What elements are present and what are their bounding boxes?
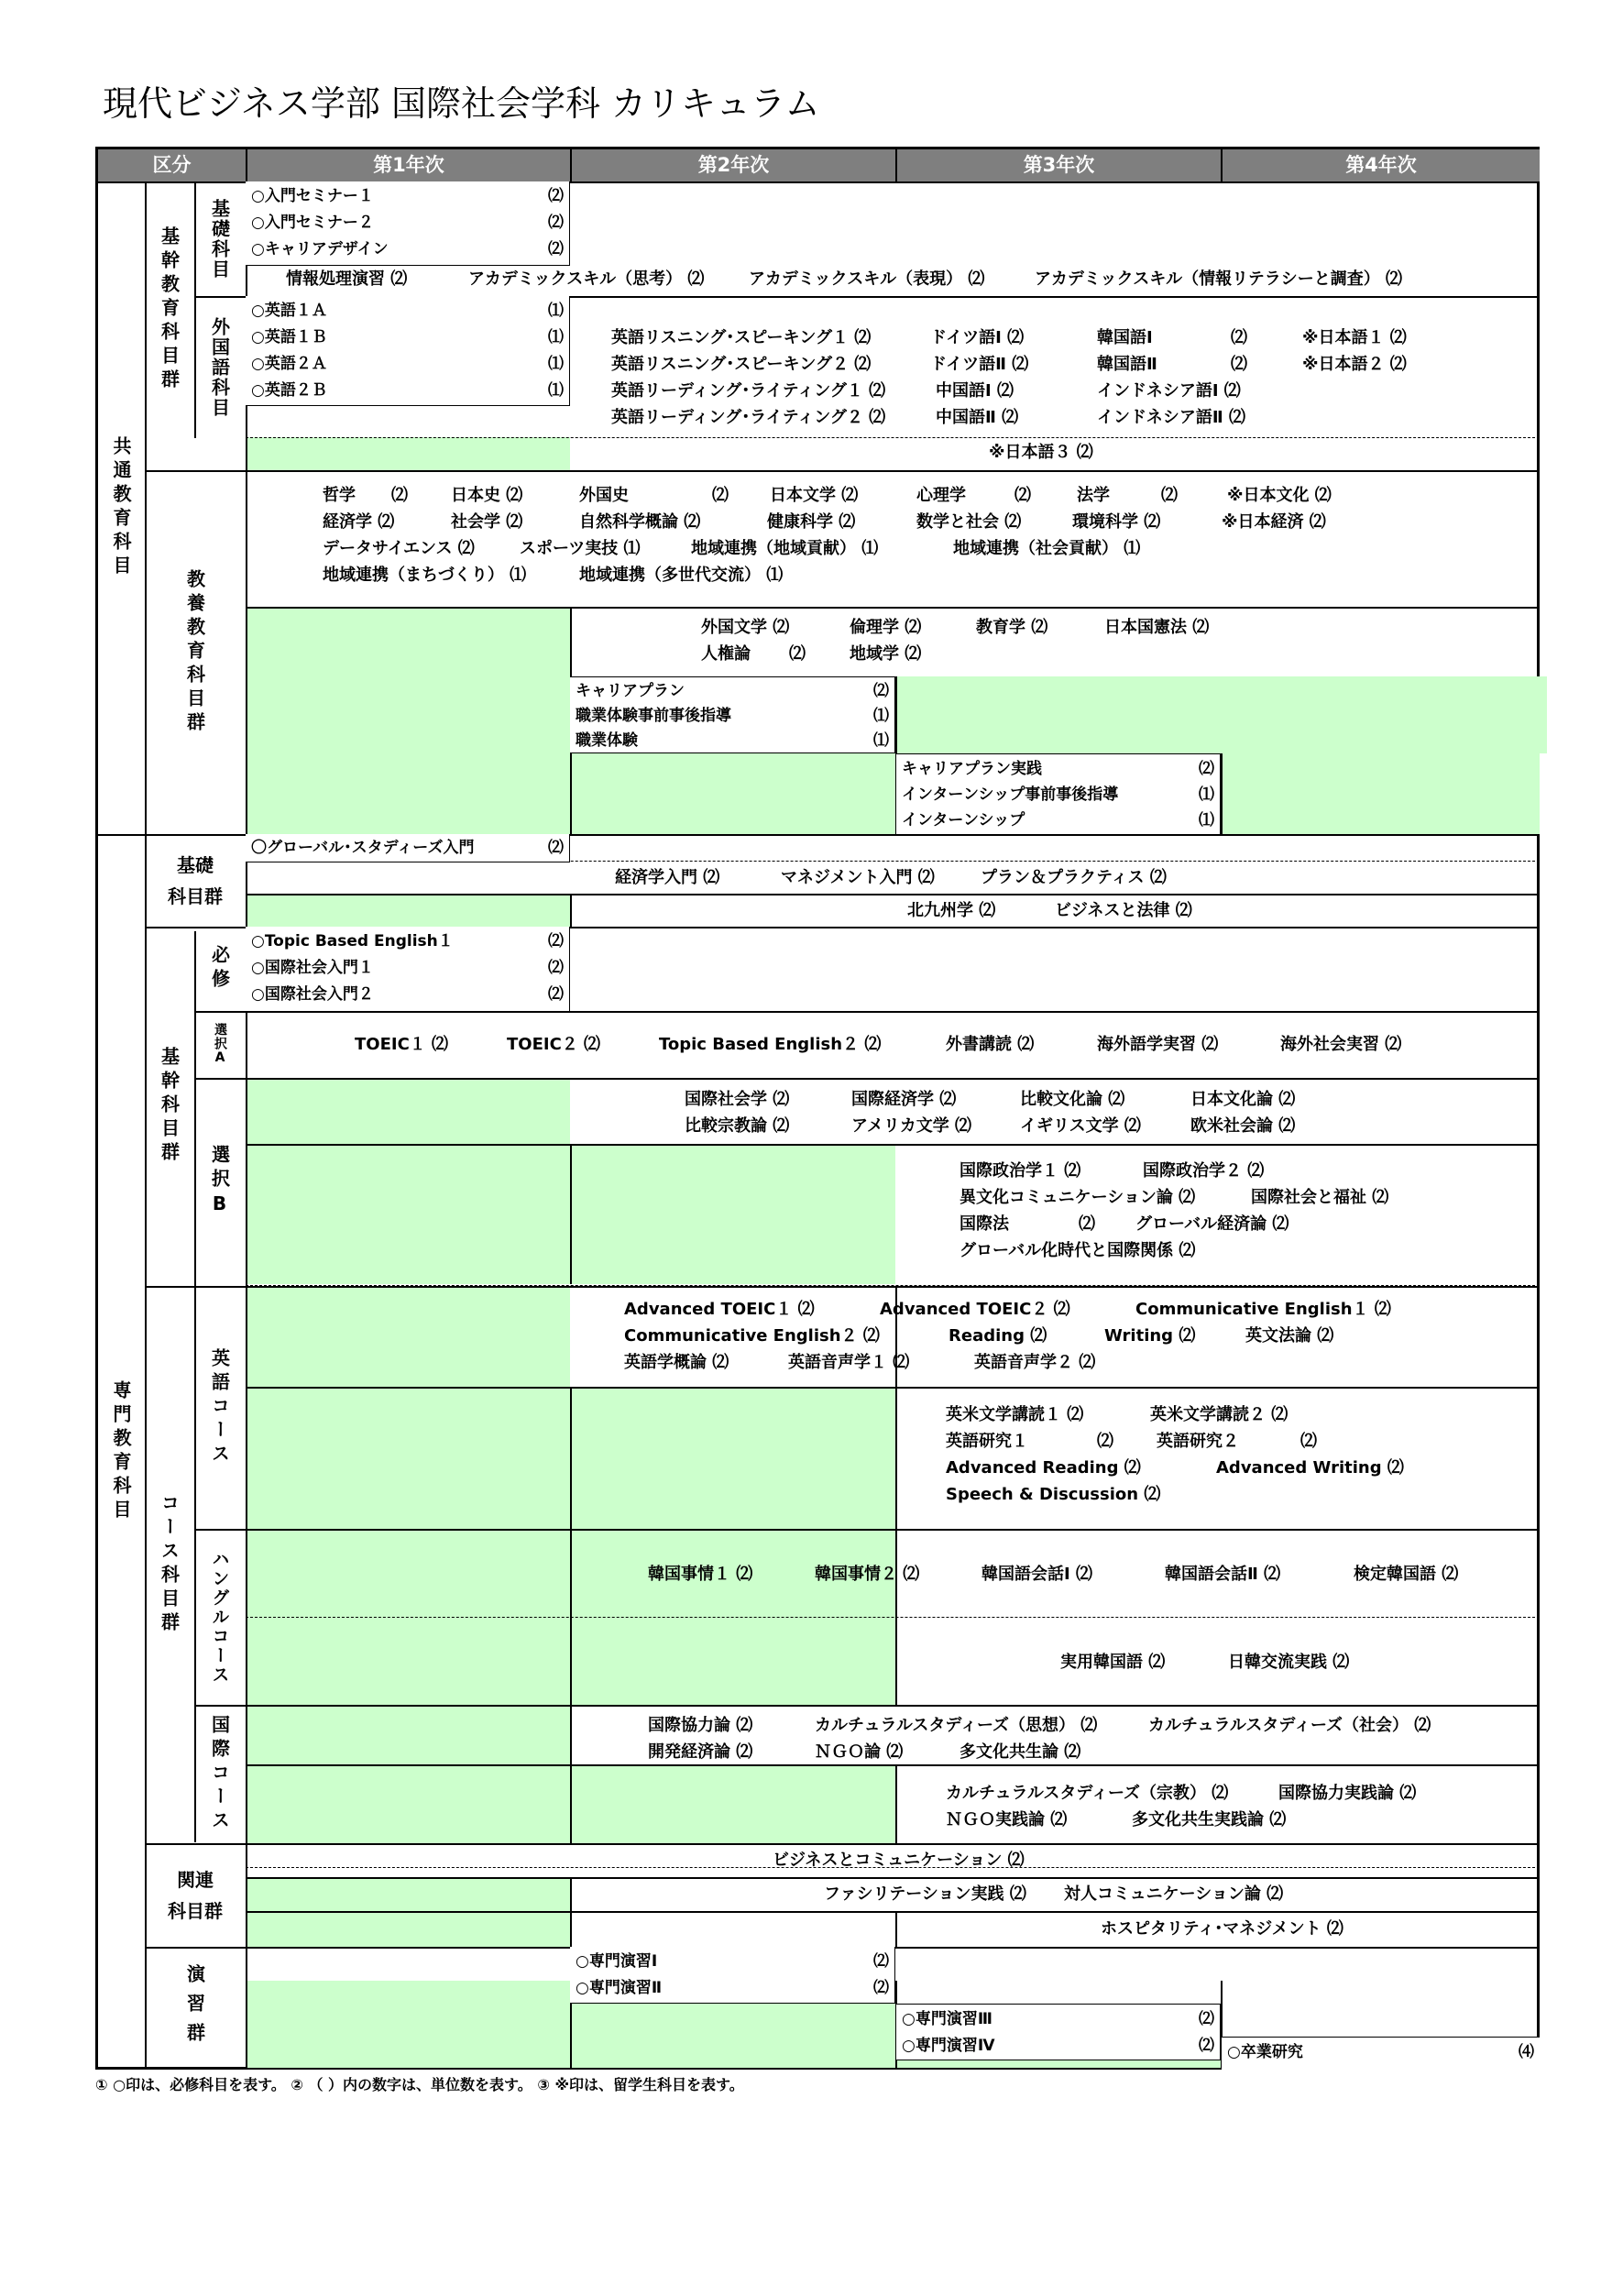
course-item: スポーツ実技 ⑴ — [520, 539, 641, 558]
eigo-y3-row — [98, 1428, 1540, 1455]
header-year-2: 第2年次 — [570, 149, 895, 181]
course-item: ○専門演習Ⅱ ⑵ — [576, 1979, 889, 1997]
course-item: Advanced TOEIC１ ⑵ — [624, 1300, 815, 1319]
course-item: ⑵ — [1079, 1214, 1095, 1234]
kokusai-y2-row — [98, 1739, 1540, 1765]
kokusai-y3-row — [98, 1780, 1540, 1807]
gaikokugo-row — [98, 404, 1540, 431]
label-hangul-course: ハングルコース — [209, 1549, 230, 1685]
eigo-y3-row — [98, 1481, 1540, 1508]
course-item: カルチュラルスタディーズ（思想） ⑵ — [815, 1716, 1098, 1735]
course-item: インドネシア語Ⅱ ⑵ — [1097, 408, 1245, 427]
course-item: 経済学 ⑵ — [323, 512, 395, 532]
green-block — [895, 676, 1547, 753]
course-item: 職業体験事前事後指導 ⑴ — [576, 707, 889, 725]
senmon-kiso-y1-box — [246, 834, 570, 862]
course-item: 国際社会学 ⑵ — [685, 1090, 790, 1109]
course-item: ○英語２Ｂ ⑴ — [251, 381, 564, 400]
course-item: 欧米社会論 ⑵ — [1190, 1116, 1296, 1136]
course-item: 英米文学講読１ ⑵ — [946, 1405, 1084, 1424]
course-item: カルチュラルスタディーズ（宗教） ⑵ — [946, 1784, 1229, 1803]
course-item: キャリアプラン ⑵ — [576, 682, 889, 700]
course-item: ○英語２Ａ ⑴ — [251, 355, 564, 373]
course-item: アカデミックスキル（思考） ⑵ — [468, 269, 705, 289]
course-item: 倫理学 ⑵ — [850, 618, 922, 637]
course-item: 環境科学 ⑵ — [1072, 512, 1161, 532]
course-item: 韓国語会話Ⅰ ⑵ — [981, 1565, 1092, 1584]
header-year-1: 第1年次 — [246, 149, 570, 181]
header-kubun: 区分 — [98, 149, 246, 181]
course-item: 比較文化論 ⑵ — [1020, 1090, 1125, 1109]
page-title: 現代ビジネス学部 国際社会学科 カリキュラム — [103, 83, 820, 124]
course-item: 検定韓国語 ⑵ — [1354, 1565, 1459, 1584]
course-item: 国際経済学 ⑵ — [851, 1090, 957, 1109]
course-item: 多文化共生論 ⑵ — [960, 1742, 1081, 1762]
sentaku-b-y2-row — [98, 1086, 1540, 1113]
course-item: ○卒業研究 ⑷ — [1227, 2043, 1534, 2061]
course-item: インターンシップ事前事後指導 ⑴ — [902, 785, 1214, 804]
course-item: 開発経済論 ⑵ — [648, 1742, 753, 1762]
course-item: 韓国語Ⅰ — [1097, 328, 1153, 347]
course-item: 北九州学 ⑵ — [907, 901, 996, 920]
curriculum-table — [95, 147, 1540, 2070]
header-year-4: 第4年次 — [1221, 149, 1540, 181]
course-item: アカデミックスキル（表現） ⑵ — [749, 269, 985, 289]
course-item: ビジネスとコミュニケーション ⑵ — [773, 1851, 1025, 1870]
enshu-y3-box — [895, 2004, 1221, 2060]
course-item: 日本史 ⑵ — [451, 486, 523, 505]
course-item: 国際法 — [960, 1214, 1009, 1234]
course-item: ○国際社会入門２ ⑵ — [251, 985, 564, 1004]
kiso-y1-box — [246, 181, 570, 266]
course-item: ○英語１Ｂ ⑴ — [251, 328, 564, 346]
course-item: 中国語Ⅰ ⑵ — [936, 381, 1014, 401]
label-line: 科目群 — [168, 1899, 223, 1922]
gaikokugo-row — [98, 378, 1540, 404]
course-item: 英語音声学１ ⑵ — [788, 1353, 910, 1372]
course-item: 人権論 — [701, 644, 751, 664]
course-item: 韓国事情１ ⑵ — [648, 1565, 753, 1584]
course-item: 経済学入門 ⑵ — [615, 868, 720, 887]
label-senmon: 専門教育科目 — [110, 1380, 132, 1523]
course-item: ホスピタリティ･マネジメント ⑵ — [1101, 1919, 1343, 1939]
course-item: Speech & Discussion ⑵ — [946, 1485, 1161, 1504]
kokusai-y3-row — [98, 1807, 1540, 1833]
course-item: 心理学 — [916, 486, 966, 505]
course-item: 国際政治学２ ⑵ — [1143, 1161, 1265, 1181]
course-item: ＮＧＯ実践論 ⑵ — [946, 1810, 1068, 1829]
course-item: 英語リーディング･ライティング１ ⑵ — [611, 381, 886, 401]
course-item: ○Topic Based English１ ⑵ — [251, 932, 564, 950]
hangul-y2-row — [98, 1561, 1540, 1587]
course-item: 英語リスニング･スピーキング１ ⑵ — [611, 328, 872, 347]
course-item: 海外語学実習 ⑵ — [1097, 1035, 1219, 1054]
course-item: ⑵ — [712, 486, 729, 505]
course-item: ○キャリアデザイン ⑵ — [251, 240, 564, 258]
senmon-kiso-row — [98, 864, 1540, 891]
label-gaikokugo: 外国語科目 — [208, 316, 231, 418]
course-item: ※日本語３ ⑵ — [989, 443, 1093, 462]
course-item: ⑵ — [1231, 328, 1247, 347]
label-course-kamokugun: コース科目群 — [158, 1493, 181, 1636]
enshu-y4-box — [1221, 2037, 1540, 2070]
sentaku-b-y3-row — [98, 1237, 1540, 1264]
green-block — [895, 2060, 1221, 2068]
course-item: 海外社会実習 ⑵ — [1280, 1035, 1402, 1054]
sentaku-b-y2-row — [98, 1113, 1540, 1139]
course-item: 地域連携（まちづくり） ⑴ — [323, 566, 527, 585]
label-kiso: 基礎科目 — [208, 198, 231, 280]
label-line: 基礎 — [177, 853, 214, 876]
kanren-row-1 — [98, 1847, 1540, 1873]
course-item: ファシリテーション実践 ⑵ — [824, 1884, 1026, 1904]
course-item: グローバル経済論 ⑵ — [1135, 1214, 1289, 1234]
enshu-y2-box — [570, 1947, 895, 2004]
kyoyo-y2-row — [98, 641, 1540, 667]
course-item: 英米文学講読２ ⑵ — [1150, 1405, 1289, 1424]
course-item: Advanced TOEIC２ ⑵ — [880, 1300, 1070, 1319]
course-item: 地域連携（地域貢献） ⑴ — [691, 539, 879, 558]
career-y3-box — [895, 753, 1221, 834]
course-item: 英語研究２ — [1157, 1432, 1239, 1451]
label-line: 科目群 — [168, 884, 223, 907]
senmon-kiso-y2-row — [98, 897, 1540, 924]
sentaku-a-row — [98, 1031, 1540, 1058]
sentaku-b-y3-row — [98, 1158, 1540, 1184]
course-item: TOEIC１ ⑵ — [355, 1035, 449, 1054]
course-item: ⑵ — [789, 644, 806, 664]
course-item: ○入門セミナー２ ⑵ — [251, 214, 564, 232]
course-item: ⑵ — [1161, 486, 1178, 505]
course-item: ⑵ — [1231, 355, 1247, 374]
label-kokusai-course: 国際コース — [208, 1714, 231, 1834]
kyoyo-row — [98, 509, 1540, 535]
course-item: ⑵ — [1300, 1432, 1317, 1451]
eigo-y2-row — [98, 1323, 1540, 1349]
course-item: 地域連携（社会貢献） ⑴ — [953, 539, 1141, 558]
course-item: マネジメント入門 ⑵ — [781, 868, 935, 887]
course-item: Advanced Reading ⑵ — [946, 1458, 1141, 1478]
course-item: ※日本文化 ⑵ — [1227, 486, 1332, 505]
eigo-y3-row — [98, 1455, 1540, 1481]
course-item: 日本文化論 ⑵ — [1190, 1090, 1296, 1109]
course-item: 自然科学概論 ⑵ — [579, 512, 701, 532]
course-item: 外国史 — [579, 486, 629, 505]
label-eigo-course: 英語コース — [208, 1347, 231, 1467]
course-item: 社会学 ⑵ — [451, 512, 523, 532]
course-item: 英語学概論 ⑵ — [624, 1353, 729, 1372]
label-enshu: 演習群 — [183, 1964, 206, 2052]
course-item: 中国語Ⅱ ⑵ — [936, 408, 1019, 427]
gaikokugo-row — [98, 351, 1540, 378]
label-sentaku-b: 選択B — [208, 1144, 231, 1220]
eigo-y2-row — [98, 1296, 1540, 1323]
course-item: ○専門演習Ⅳ ⑵ — [902, 2037, 1214, 2055]
course-item: Reading ⑵ — [949, 1326, 1047, 1346]
course-item: 外国文学 ⑵ — [701, 618, 790, 637]
course-item: 国際協力論 ⑵ — [648, 1716, 753, 1735]
course-item: ※日本経済 ⑵ — [1222, 512, 1326, 532]
course-item: 法学 — [1077, 486, 1110, 505]
course-item: 英文法論 ⑵ — [1245, 1326, 1334, 1346]
kyoyo-y2-row — [98, 614, 1540, 641]
course-item: 韓国語Ⅱ — [1097, 355, 1157, 374]
course-item: 情報処理演習 ⑵ — [286, 269, 408, 289]
course-item: 異文化コミュニケーション論 ⑵ — [960, 1188, 1196, 1207]
course-item: 比較宗教論 ⑵ — [685, 1116, 790, 1136]
course-item: キャリアプラン実践 ⑵ — [902, 760, 1214, 778]
course-item: 国際政治学１ ⑵ — [960, 1161, 1081, 1181]
kyoyo-row — [98, 562, 1540, 588]
course-item: 職業体験 ⑴ — [576, 731, 889, 750]
course-item: ⑵ — [391, 486, 408, 505]
course-item: 韓国語会話Ⅱ ⑵ — [1165, 1565, 1281, 1584]
label-kyoyo: 教養教育科目群 — [183, 568, 206, 736]
course-item: Writing ⑵ — [1104, 1326, 1196, 1346]
course-item: ○国際社会入門１ ⑵ — [251, 959, 564, 977]
kanren-row-2 — [98, 1881, 1540, 1907]
footnote: ① ○印は、必修科目を表す。 ② （ ）内の数字は、単位数を表す。 ③ ※印は、留学生科目を表す。 — [95, 2076, 744, 2093]
green-block — [570, 753, 895, 834]
kyoyo-row — [98, 535, 1540, 562]
course-item: ○英語１Ａ ⑴ — [251, 302, 564, 320]
sentaku-b-y3-row — [98, 1184, 1540, 1211]
course-item: 実用韓国語 ⑵ — [1060, 1653, 1166, 1672]
course-item: ＮＧＯ論 ⑵ — [815, 1742, 904, 1762]
course-item: データサイエンス ⑵ — [323, 539, 475, 558]
course-item: 国際協力実践論 ⑵ — [1278, 1784, 1417, 1803]
course-item: Topic Based English２ ⑵ — [659, 1035, 882, 1054]
kokusai-y2-row — [98, 1712, 1540, 1739]
green-block — [1221, 753, 1540, 834]
hangul-y3-row — [98, 1649, 1540, 1675]
sentaku-b-y3-row — [98, 1211, 1540, 1237]
label-kyotsu: 共通教育科目 — [110, 436, 132, 579]
course-item: 対人コミュニケーション論 ⑵ — [1064, 1884, 1284, 1904]
course-item: 英語音声学２ ⑵ — [974, 1353, 1096, 1372]
course-item: Communicative English１ ⑵ — [1135, 1300, 1391, 1319]
course-item: 日韓交流実践 ⑵ — [1228, 1653, 1350, 1672]
label-line: 関連 — [177, 1868, 214, 1891]
course-item: ビジネスと法律 ⑵ — [1055, 901, 1192, 920]
course-item: 地域連携（多世代交流） ⑴ — [579, 566, 784, 585]
course-item: ※日本語１ ⑵ — [1302, 328, 1407, 347]
course-item: ※日本語２ ⑵ — [1302, 355, 1407, 374]
kiso-row — [98, 266, 1540, 292]
course-item: ○専門演習Ⅰ ⑵ — [576, 1952, 889, 1971]
course-item: 韓国事情２ ⑵ — [815, 1565, 920, 1584]
course-item: 英語リーディング･ライティング２ ⑵ — [611, 408, 886, 427]
course-item: 多文化共生実践論 ⑵ — [1132, 1810, 1287, 1829]
course-item: イギリス文学 ⑵ — [1020, 1116, 1141, 1136]
course-item: 日本文学 ⑵ — [770, 486, 859, 505]
label-hisshu: 必修 — [208, 945, 231, 993]
course-item: Communicative English２ ⑵ — [624, 1326, 880, 1346]
gaikokugo-row — [98, 324, 1540, 351]
course-item: ⑵ — [1014, 486, 1031, 505]
label-kikan-kamokugun: 基幹科目群 — [158, 1047, 181, 1166]
hisshu-y1-box — [246, 927, 570, 1011]
course-item: 英語リスニング･スピーキング２ ⑵ — [611, 355, 872, 374]
course-item: 日本国憲法 ⑵ — [1104, 618, 1210, 637]
course-item: グローバル化時代と国際関係 ⑵ — [960, 1241, 1196, 1260]
course-item: 外書講読 ⑵ — [946, 1035, 1035, 1054]
course-item: 教育学 ⑵ — [976, 618, 1048, 637]
course-item: インターンシップ ⑴ — [902, 811, 1214, 829]
course-item: 健康科学 ⑵ — [767, 512, 856, 532]
course-item: カルチュラルスタディーズ（社会） ⑵ — [1148, 1716, 1431, 1735]
course-item: ドイツ語Ⅰ ⑵ — [930, 328, 1025, 347]
course-item: プラン＆プラクティス ⑵ — [981, 868, 1167, 887]
career-y2-box — [570, 676, 895, 753]
course-item: 国際社会と福祉 ⑵ — [1251, 1188, 1389, 1207]
course-item: ⑵ — [1097, 1432, 1113, 1451]
label-sentaku-a: 選択A — [213, 1023, 227, 1066]
kanren-row-3 — [98, 1916, 1540, 1942]
eigo-y3-row — [98, 1401, 1540, 1428]
course-item: 英語研究１ — [946, 1432, 1028, 1451]
course-item: TOEIC２ ⑵ — [507, 1035, 601, 1054]
course-item: 数学と社会 ⑵ — [916, 512, 1022, 532]
course-item: Advanced Writing ⑵ — [1216, 1458, 1404, 1478]
kyoyo-row — [98, 482, 1540, 509]
course-item: インドネシア語Ⅰ ⑵ — [1097, 381, 1241, 401]
label-kikan-kyoiku: 基幹教育科目群 — [158, 226, 181, 393]
course-item: 〇グローバル･スタディーズ入門 ⑵ — [251, 839, 564, 857]
header-year-3: 第3年次 — [895, 149, 1221, 181]
course-item: アカデミックスキル（情報リテラシーと調査） ⑵ — [1035, 269, 1403, 289]
course-item: ドイツ語Ⅱ ⑵ — [930, 355, 1029, 374]
course-item: 哲学 — [323, 486, 356, 505]
nihongo3-row — [98, 439, 1540, 466]
course-item: 地域学 ⑵ — [850, 644, 922, 664]
eigo-y2-row — [98, 1349, 1540, 1376]
course-item: ○入門セミナー１ ⑵ — [251, 187, 564, 205]
course-item: ○専門演習Ⅲ ⑵ — [902, 2010, 1214, 2028]
course-item: アメリカ文学 ⑵ — [851, 1116, 972, 1136]
